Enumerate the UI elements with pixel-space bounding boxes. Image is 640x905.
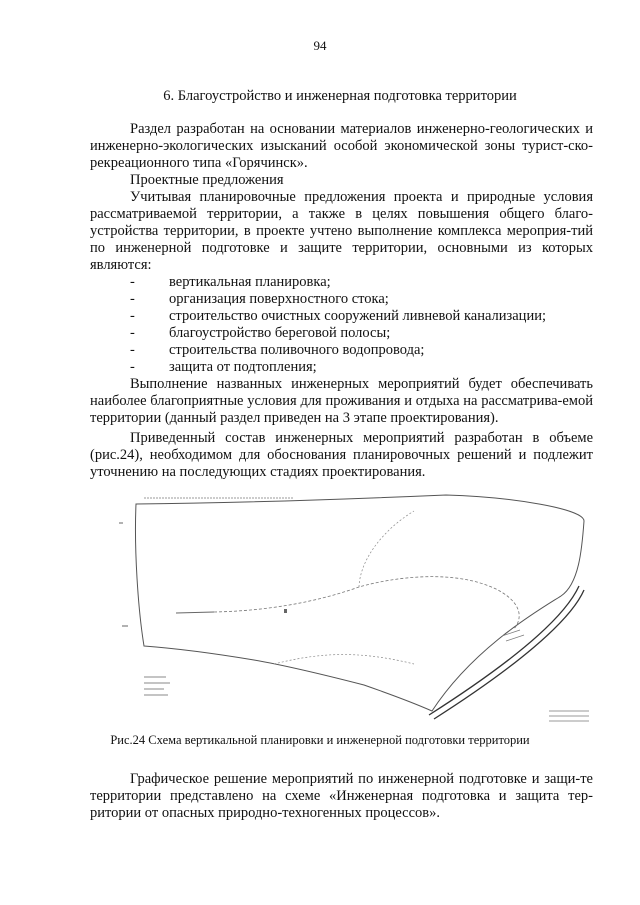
list-item <box>90 325 593 342</box>
intro-paragraph: Раздел разработан на основании материалов инженерно-геологических и инженерно-экологических изысканий особой экономической зоны турист-ско-рекреационного типа «Горячинск». <box>90 121 593 171</box>
road-line <box>274 655 414 664</box>
coastline-outer <box>434 590 584 719</box>
considering-paragraph: Учитывая планировочные предложения проекта и природные условия рассматриваемой территории, а также в целях повышения общего благо-устройства территории, в проекте учтено выполнение комплекса мероприя-тий по инженерной подготовке и защите территории, основными из которых являются: <box>90 189 593 273</box>
figure-caption: Рис.24 Схема вертикальной планировки и инженерной подготовки территории <box>110 733 530 747</box>
list-dash: - <box>130 325 135 341</box>
list-item <box>90 342 593 359</box>
measures-list <box>90 274 593 376</box>
list-item-text: защита от подтопления; <box>169 359 317 375</box>
planning-scheme-figure <box>114 489 598 727</box>
list-item <box>90 291 593 308</box>
list-item-text: строительства поливочного водопровода; <box>169 342 425 358</box>
list-dash: - <box>130 274 135 290</box>
planning-scheme-drawing <box>114 489 598 727</box>
road-line <box>214 577 519 629</box>
list-item-text: организация поверхностного стока; <box>169 291 389 307</box>
road-line <box>359 511 414 587</box>
scheme-mark <box>502 630 524 641</box>
scheme-mark <box>176 612 214 613</box>
graphic-paragraph: Графическое решение мероприятий по инженерной подготовке и защи-те территории представлено на схеме «Инженерная подготовка и защита тер-ритории от опасных природно-техногенных процессов». <box>90 771 593 821</box>
list-dash: - <box>130 308 135 324</box>
list-dash: - <box>130 359 135 375</box>
list-dash: - <box>130 291 135 307</box>
list-item <box>90 359 593 376</box>
territory-boundary <box>135 495 584 711</box>
drawing-legend-right <box>549 711 589 721</box>
coastline <box>429 586 579 715</box>
scheme-mark <box>284 609 287 613</box>
list-dash: - <box>130 342 135 358</box>
list-item-text: строительство очистных сооружений ливневой канализации; <box>169 308 546 324</box>
proposals-heading: Проектные предложения <box>130 172 284 188</box>
list-item-text: благоустройство береговой полосы; <box>169 325 391 341</box>
list-item-text: вертикальная планировка; <box>169 274 331 290</box>
list-item <box>90 308 593 325</box>
drawing-legend-left <box>144 677 170 695</box>
list-item <box>90 274 593 291</box>
page-number: 94 <box>313 38 327 53</box>
composition-paragraph: Приведенный состав инженерных мероприятий разработан в объеме (рис.24), необходимом для обоснования планировочных решений и подлежит уточнению на последующих стадиях проектирования. <box>90 430 593 480</box>
section-title: 6. Благоустройство и инженерная подготовка территории <box>163 88 517 104</box>
execution-paragraph: Выполнение названных инженерных мероприятий будет обеспечивать наиболее благоприятные условия для проживания и отдыха на рассматрива-емой территории (данный раздел приведен на 3 этапе проектирования). <box>90 376 593 426</box>
